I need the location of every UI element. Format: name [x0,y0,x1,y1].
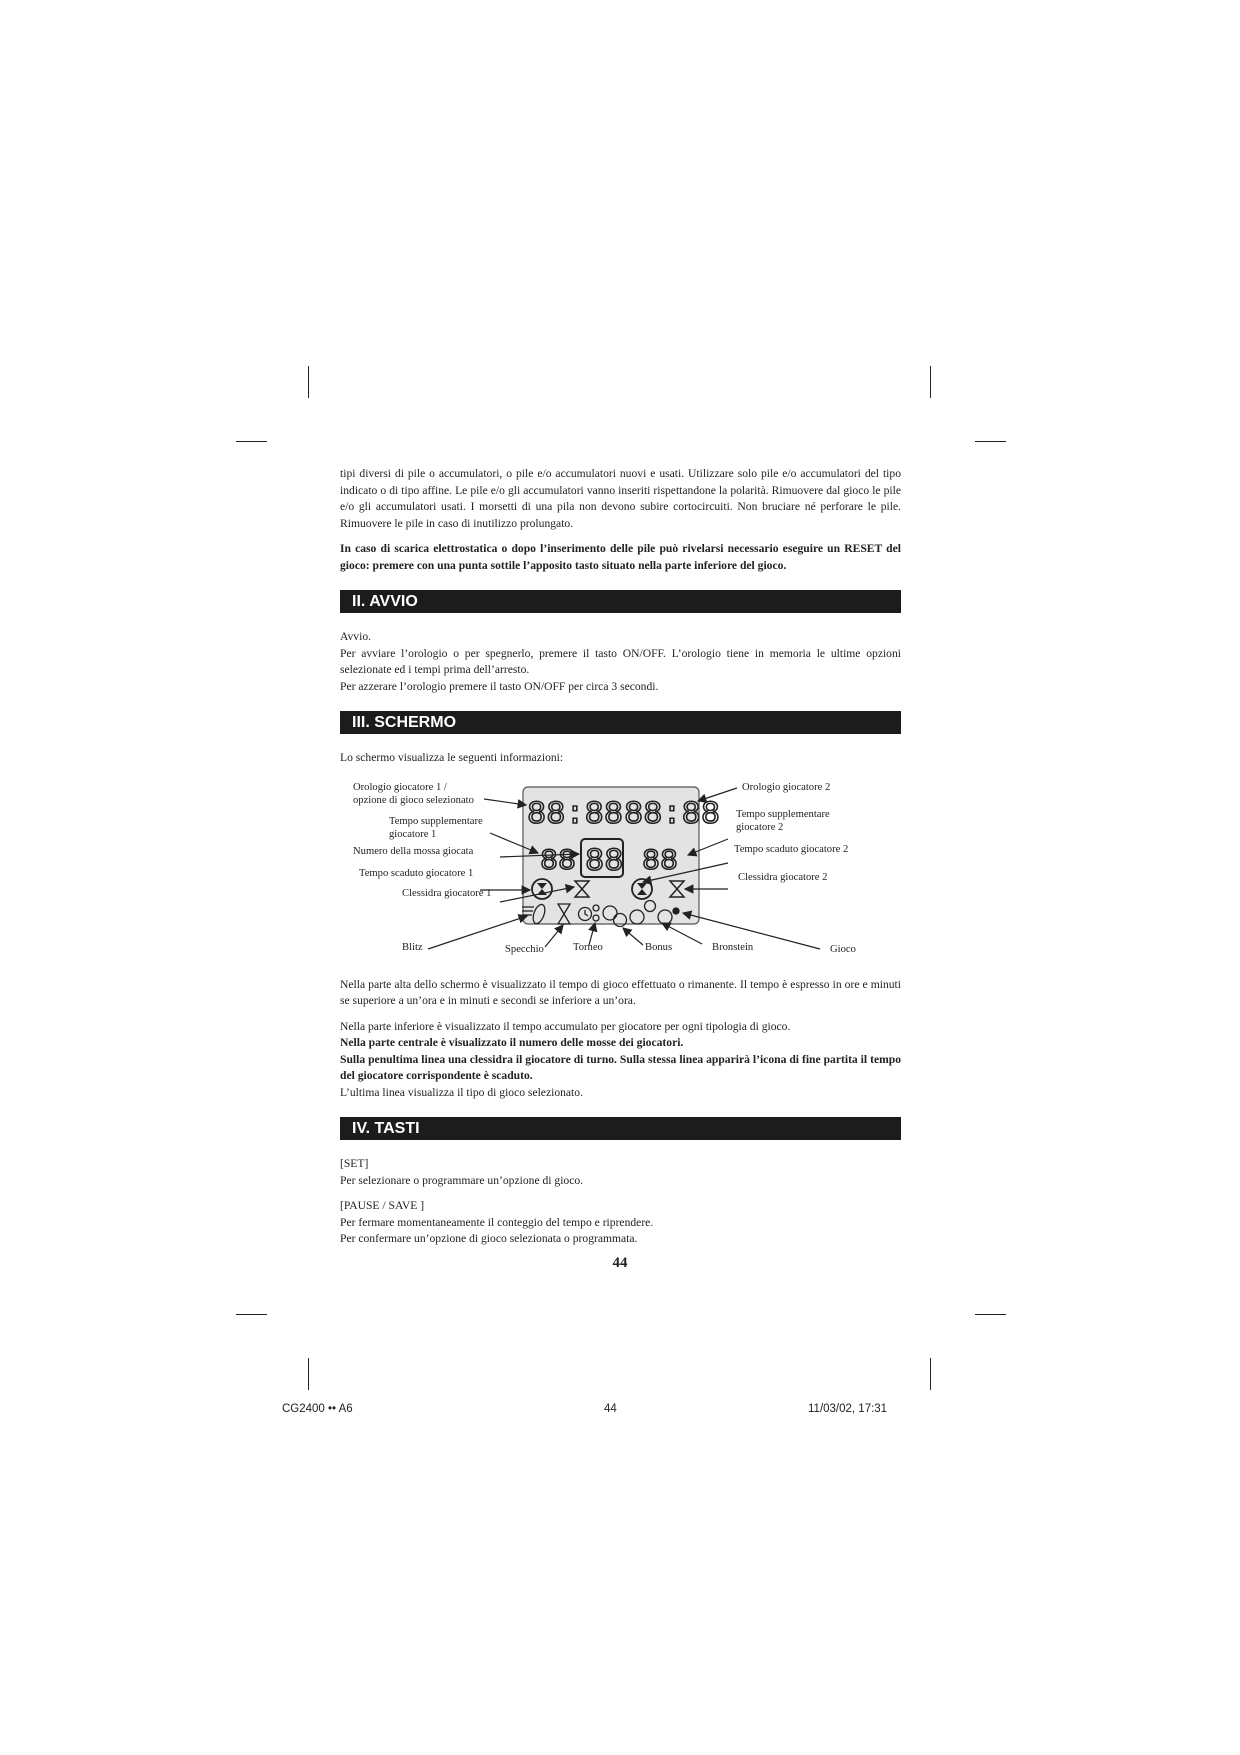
label-specchio: Specchio [505,943,544,955]
supp1-digits: 88 [540,844,577,879]
crop-mark [975,1314,1006,1315]
move-digits: 88 [585,842,624,880]
set-label: [SET] [340,1157,369,1170]
schermo-intro: Lo schermo visualizza le seguenti informazioni: [340,751,564,764]
crop-mark [308,366,309,398]
pause-description-1: Per fermare momentaneamente il conteggio del tempo e riprendere. [340,1215,654,1229]
page-number: 44 [612,1255,628,1271]
schermo-para-5: L’ultima linea visualizza il tipo di gioco selezionato. [340,1085,583,1099]
footer-right: 11/03/02, 17:31 [808,1403,888,1415]
crop-mark [975,441,1006,442]
label-supplementare-1: Tempo supplementare giocatore 1 [389,815,483,840]
avvio-line-3: Per azzerare l’orologio premere il tasto ON/OFF per circa 3 secondi. [340,679,659,693]
clock1-digits: 88:88 [527,795,624,833]
crop-mark [236,441,267,442]
footer-center: 44 [604,1403,617,1415]
label-orologio-2: Orologio giocatore 2 [742,781,831,793]
label-scaduto-1: Tempo scaduto giocatore 1 [359,867,474,879]
label-supplementare-2: Tempo supplementare giocatore 2 [736,808,830,833]
label-scaduto-2: Tempo scaduto giocatore 2 [734,843,849,855]
crop-mark [930,366,931,398]
schermo-para-4: Sulla penultima linea una clessidra il giocatore di turno. Sulla stessa linea apparirà l’icona di fine partita il tempo del giocatore corrispondente è scaduto. [340,1052,901,1082]
pause-description-2: Per confermare un’opzione di gioco selezionata o programmata. [340,1232,638,1245]
label-bonus: Bonus [645,941,673,953]
label-torneo: Torneo [573,941,603,953]
supp2-digits: 88 [642,844,679,879]
lcd-diagram [340,777,901,977]
crop-mark [308,1358,309,1390]
schermo-para-3: Nella parte centrale è visualizzato il numero delle mosse dei giocatori. [340,1036,684,1049]
pawn-icon [673,908,679,914]
crop-mark [236,1314,267,1315]
avvio-line-1: Avvio. [340,630,372,643]
schermo-para-1: Nella parte alta dello schermo è visualizzato il tempo di gioco effettuato o rimanente. Il tempo è espresso in ore e minuti se superiore a un’ora e in minuti e secondi se inferiore a un’ora. [340,977,901,1007]
schermo-para-2: Nella parte inferiore è visualizzato il tempo accumulato per giocatore per ogni tipologia di gioco. [340,1019,791,1033]
label-clessidra-2: Clessidra giocatore 2 [738,871,828,883]
section-heading-avvio: II. AVVIO [340,590,901,613]
avvio-line-2: Per avviare l’orologio o per spegnerlo, premere il tasto ON/OFF. L’orologio tiene in memoria le ultime opzioni selezionate ed i tempi prima dell’arresto. [340,646,901,676]
battery-paragraph: tipi diversi di pile o accumulatori, o pile e/o accumulatori nuovi e usati. Utilizzare solo pile e/o accumulatori del tipo indicato o di tipo affine. Le pile e/o gli accumulatori vanno inseriti rispettandone la polarità. Rimuovere dal gioco le pile e/o gli accumulatori usati. I morsetti di una pila non devono subire cortocircuiti. Non bruciare né perforare le pile. Rimuovere le pile in caso di inutilizzo prolungato. [340,467,901,530]
section-heading-tasti: IV. TASTI [340,1117,901,1140]
page-content [340,466,901,1248]
label-clessidra-1: Clessidra giocatore 1 [402,887,492,899]
label-orologio-1: Orologio giocatore 1 / opzione di gioco selezionato [353,781,474,806]
label-blitz: Blitz [402,941,423,953]
crop-mark [930,1358,931,1390]
label-bronstein: Bronstein [712,941,754,953]
footer-left: CG2400 •• A6 [282,1403,353,1415]
reset-paragraph: In caso di scarica elettrostatica o dopo l’inserimento delle pile può rivelarsi necessario eseguire un RESET del gioco: premere con una punta sottile l’apposito tasto situato nella parte inferiore del gioco. [340,542,901,572]
set-description: Per selezionare o programmare un’opzione di gioco. [340,1173,584,1187]
clock2-digits: 88:88 [624,795,721,833]
label-gioco: Gioco [830,943,856,955]
section-heading-schermo: III. SCHERMO [340,711,901,734]
pause-label: [PAUSE / SAVE ] [340,1199,425,1212]
label-numero-mossa: Numero della mossa giocata [353,845,474,857]
